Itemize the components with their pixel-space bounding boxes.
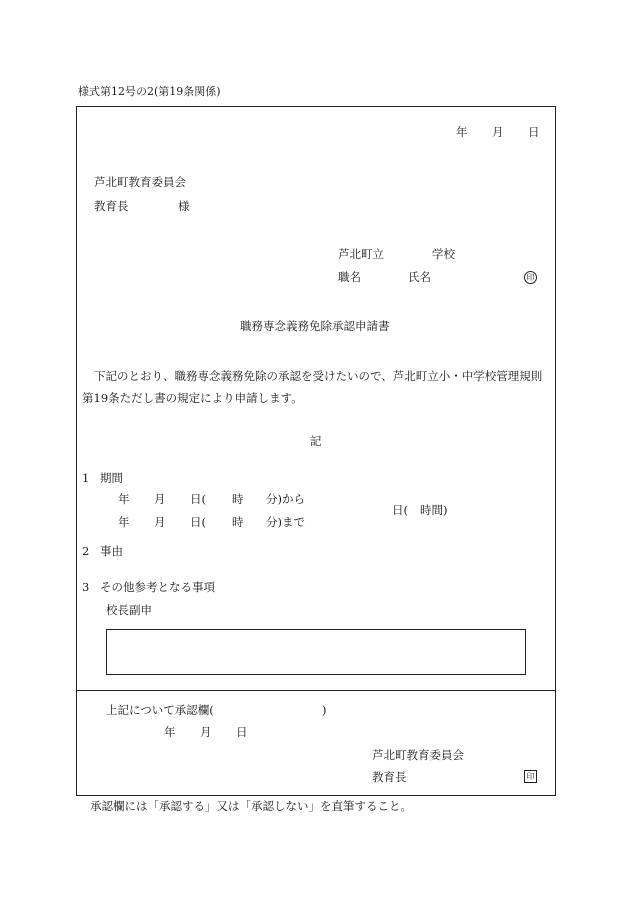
addressee-honorific: 様 <box>178 199 190 213</box>
item-1-number: 1 <box>82 471 90 485</box>
item-3-label: その他参考となる事項 <box>100 580 215 594</box>
position-label: 職名 <box>338 270 361 284</box>
approval-title: 教育長 <box>372 770 407 784</box>
from-minute: 分)から <box>266 492 305 506</box>
from-day: 日( <box>190 492 206 506</box>
to-year: 年 <box>118 515 130 529</box>
approval-date-year: 年 <box>164 725 176 739</box>
approval-seal-icon: 印 <box>524 770 537 783</box>
school-prefix: 芦北町立 <box>338 247 384 261</box>
total-hours: 時間) <box>420 503 448 517</box>
body-line-2: 第19条ただし書の規定により申請します。 <box>82 391 303 405</box>
principal-note-label: 校長副申 <box>106 603 152 617</box>
from-month: 月 <box>154 492 166 506</box>
to-hour: 時 <box>232 515 244 529</box>
item-3-number: 3 <box>82 580 90 594</box>
approval-date-month: 月 <box>200 725 212 739</box>
footnote: 承認欄には「承認する」又は「承認しない」を直筆すること。 <box>90 799 412 813</box>
to-minute: 分)まで <box>266 515 305 529</box>
from-year: 年 <box>118 492 130 506</box>
applicant-seal-icon: 印 <box>524 271 537 284</box>
approval-text: 上記について承認欄( <box>106 703 214 717</box>
to-day: 日( <box>190 515 206 529</box>
ki-label: 記 <box>310 434 322 448</box>
date-year: 年 <box>456 125 468 139</box>
principal-note-box[interactable] <box>106 629 526 675</box>
school-suffix: 学校 <box>432 247 455 261</box>
approval-close-paren: ) <box>322 703 327 717</box>
from-hour: 時 <box>232 492 244 506</box>
date-day: 日 <box>528 125 540 139</box>
name-label: 氏名 <box>408 270 431 284</box>
total-day: 日( <box>392 503 408 517</box>
addressee-title: 教育長 <box>94 199 129 213</box>
body-line-1: 下記のとおり、職務専念義務免除の承認を受けたいので、芦北町立小・中学校管理規則 <box>94 369 543 383</box>
item-2-number: 2 <box>82 544 90 558</box>
item-1-label: 期間 <box>100 471 123 485</box>
to-month: 月 <box>154 515 166 529</box>
document-title: 職務専念義務免除承認申請書 <box>240 319 390 333</box>
approval-date-day: 日 <box>236 725 248 739</box>
item-2-label: 事由 <box>100 544 123 558</box>
date-month: 月 <box>492 125 504 139</box>
approval-org: 芦北町教育委員会 <box>372 748 464 762</box>
addressee-org: 芦北町教育委員会 <box>94 175 186 189</box>
form-frame <box>76 106 556 796</box>
approval-divider <box>76 690 556 691</box>
form-number-label: 様式第12号の2(第19条関係) <box>78 85 221 98</box>
